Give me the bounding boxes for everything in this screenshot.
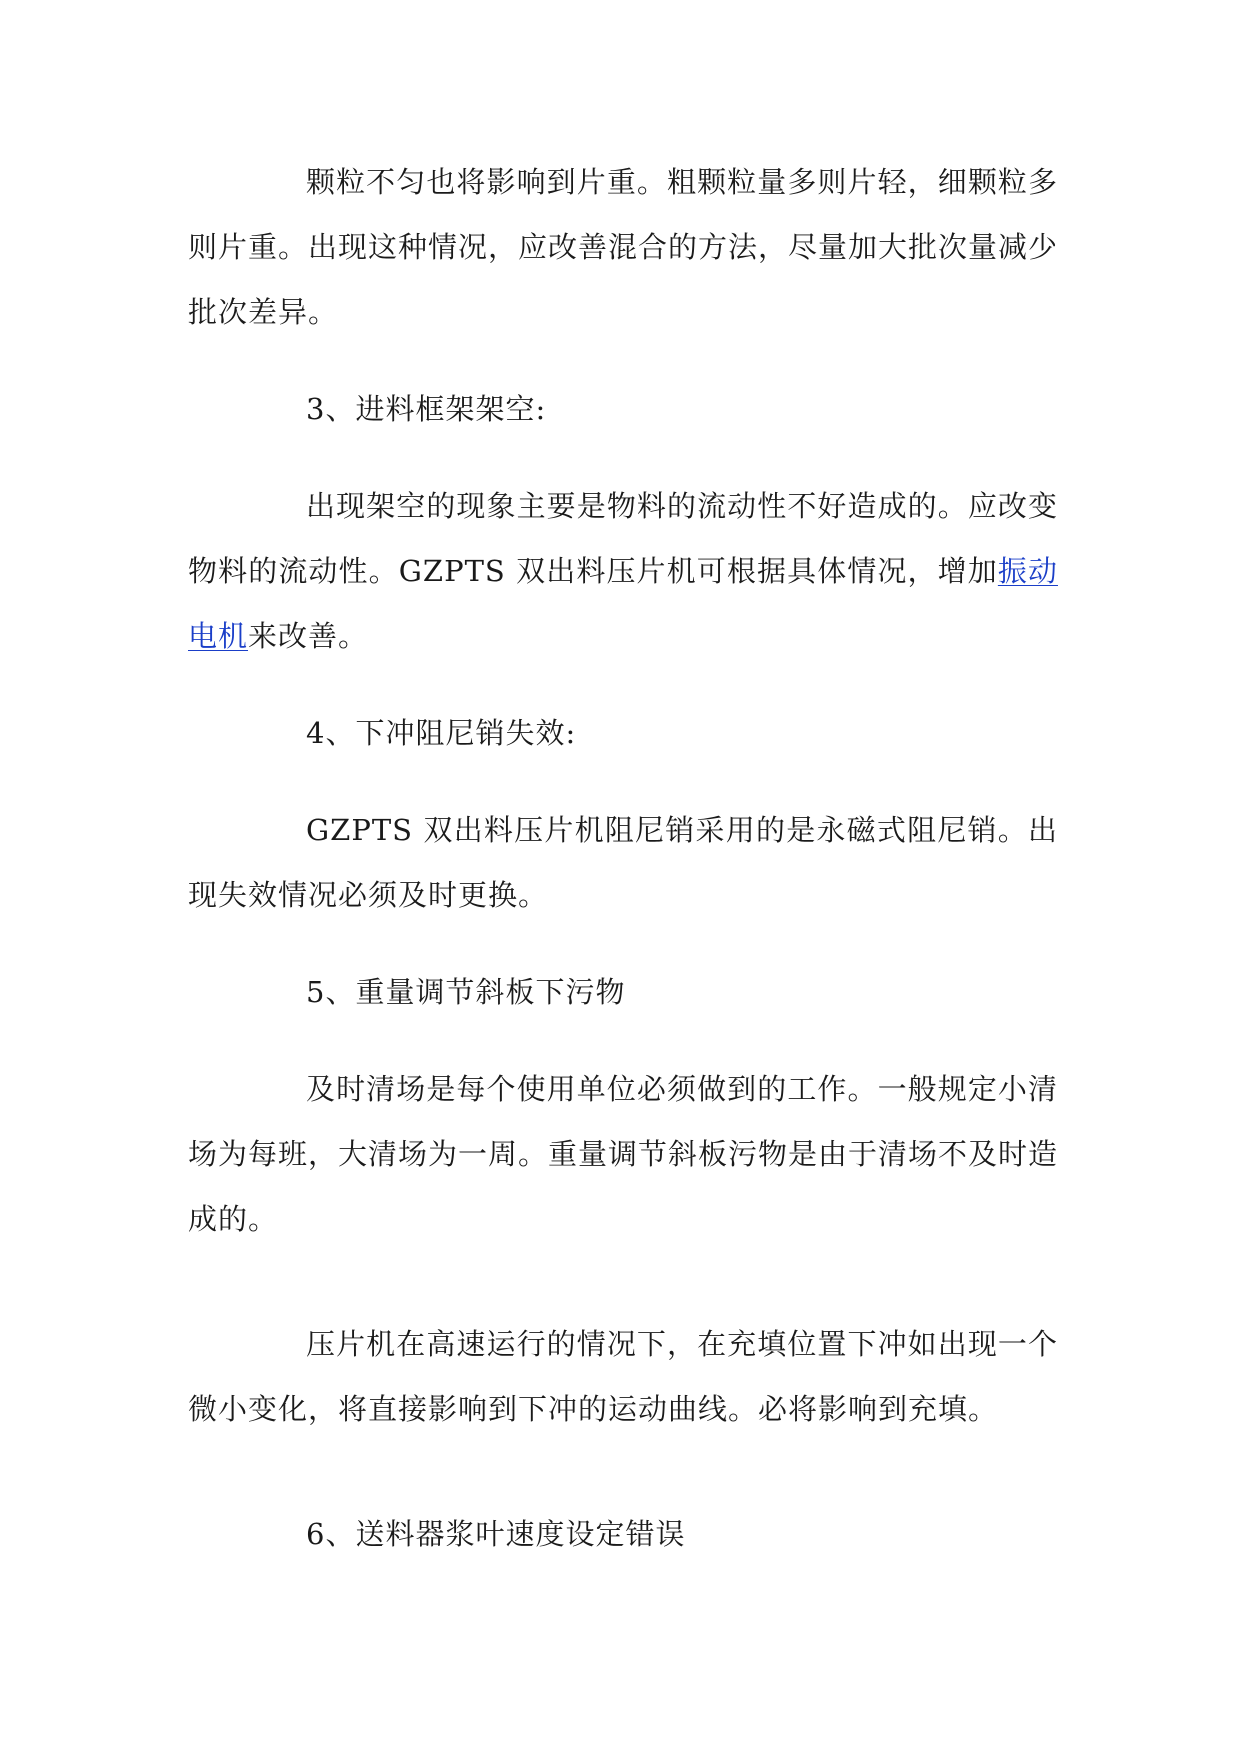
spacer <box>188 1025 1058 1057</box>
paragraph-cleaning: 及时清场是每个使用单位必须做到的工作。一般规定小清场为每班，大清场为一周。重量调节斜板污物是由于清场不及时造成的。 <box>188 1072 1059 1236</box>
spacer <box>188 442 1058 474</box>
spacer <box>188 345 1058 377</box>
spacer <box>188 669 1058 701</box>
document-body <box>188 150 1058 1567</box>
paragraph-damping-pin: GZPTS 双出料压片机阻尼销采用的是永磁式阻尼销。出现失效情况必须及时更换。 <box>188 813 1058 912</box>
spacer <box>188 1442 1058 1502</box>
paragraph-high-speed-filling: 压片机在高速运行的情况下，在充填位置下冲如出现一个微小变化，将直接影响到下冲的运动曲线。必将影响到充填。 <box>188 1327 1058 1426</box>
spacer <box>188 928 1058 960</box>
spacer <box>188 1252 1058 1312</box>
paragraph-bridging-text-after: 来改善。 <box>248 619 369 653</box>
heading-feeder-paddle-speed: 6、送料器浆叶速度设定错误 <box>306 1517 686 1551</box>
heading-damping-pin-failure: 4、下冲阻尼销失效: <box>306 716 577 750</box>
heading-weight-plate-dirt: 5、重量调节斜板下污物 <box>306 975 626 1009</box>
spacer <box>188 766 1058 798</box>
heading-feed-frame-bridging: 3、进料框架架空: <box>306 392 547 426</box>
paragraph-bridging <box>188 474 1058 669</box>
paragraph-bridging-text-before: 出现架空的现象主要是物料的流动性不好造成的。应改变物料的流动性。GZPTS 双出料压片机可根据具体情况，增加 <box>188 489 1058 588</box>
paragraph-granule-uniformity: 颗粒不匀也将影响到片重。粗颗粒量多则片轻，细颗粒多则片重。出现这种情况，应改善混合的方法，尽量加大批次量减少批次差异。 <box>188 165 1059 329</box>
vibration-motor-link[interactable]: 振动电机 <box>188 554 1058 653</box>
